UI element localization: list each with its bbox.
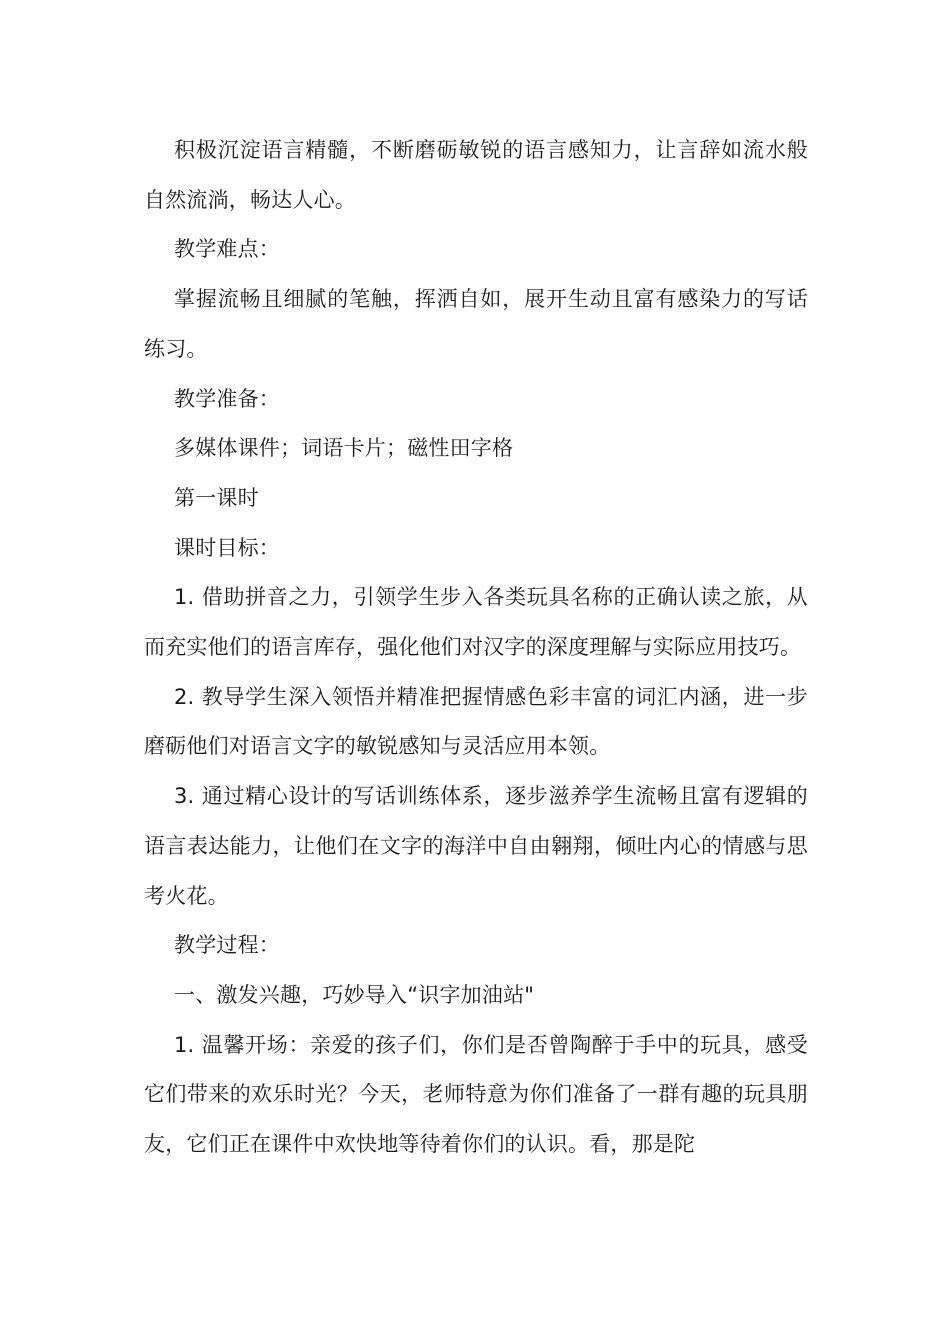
goal-item-1: 1. 借助拼音之力，引领学生步入各类玩具名称的正确认读之旅，从而充实他们的语言库存，强化他们对汉字的深度理解与实际应用技巧。 [144, 585, 808, 660]
paragraph-preparation: 多媒体课件；词语卡片；磁性田字格 [174, 436, 514, 461]
heading-teaching-process: 教学过程： [174, 933, 280, 958]
paragraph-intro: 积极沉淀语言精髓，不断磨砺敏锐的语言感知力，让言辞如流水般自然流淌，畅达人心。 [144, 138, 808, 212]
process-item-1: 1. 温馨开场：亲爱的孩子们，你们是否曾陶醉于手中的玩具，感受它们带来的欢乐时光？今天，老师特意为你们准备了一群有趣的玩具朋友，它们正在课件中欢快地等待着你们的认识。看，那是陀 [144, 1032, 808, 1157]
paragraph-difficulty: 掌握流畅且细腻的笔触，挥洒自如，展开生动且富有感染力的写话练习。 [144, 287, 808, 361]
heading-lesson-goals: 课时目标： [174, 535, 280, 560]
heading-first-lesson: 第一课时 [174, 485, 259, 510]
section-heading-1: 一、激发兴趣，巧妙导入“识字加油站" [174, 982, 535, 1007]
document-body [144, 126, 808, 1170]
goal-item-2: 2. 教导学生深入领悟并精准把握情感色彩丰富的词汇内涵，进一步磨砺他们对语言文字的敏锐感知与灵活应用本领。 [144, 684, 808, 759]
heading-teaching-difficulty: 教学难点： [174, 237, 280, 262]
heading-teaching-preparation: 教学准备： [174, 386, 280, 411]
goal-item-3: 3. 通过精心设计的写话训练体系，逐步滋养学生流畅且富有逻辑的语言表达能力，让他们在文字的海洋中自由翱翔，倾吐内心的情感与思考火花。 [144, 784, 808, 908]
